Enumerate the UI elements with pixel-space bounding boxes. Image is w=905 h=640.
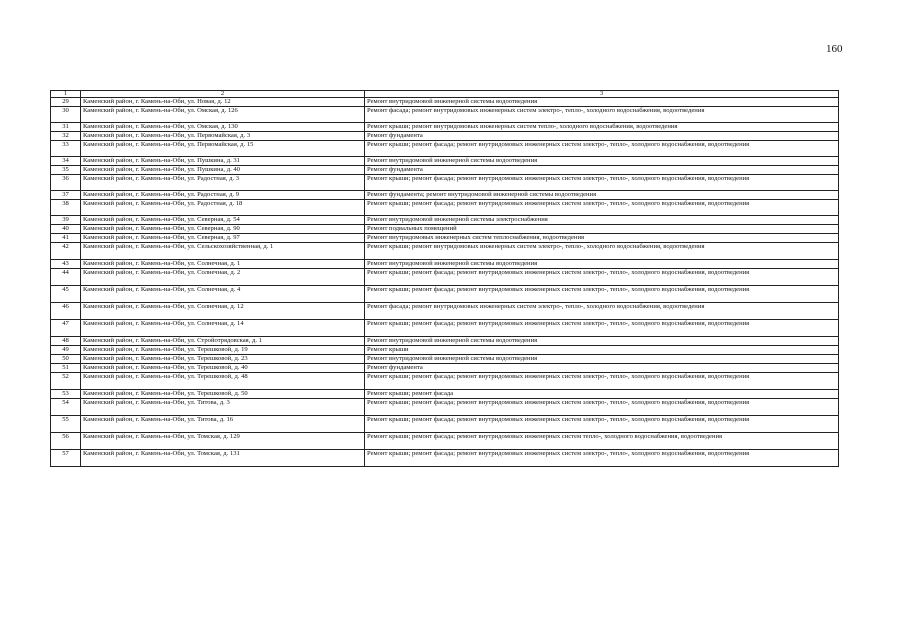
row-number: 41 [51, 234, 81, 243]
work-description-cell: Ремонт фундамента [365, 132, 839, 141]
table-row [51, 123, 839, 132]
row-number: 39 [51, 216, 81, 225]
row-number: 48 [51, 337, 81, 346]
work-description-cell: Ремонт крыши; ремонт фасада [365, 390, 839, 399]
work-description-cell: Ремонт фундамента [365, 166, 839, 175]
address-cell: Каменский район, г. Камень-на-Оби, ул. Первомайская, д. 15 [81, 141, 365, 157]
row-number: 47 [51, 320, 81, 337]
work-description-cell: Ремонт подвальных помещений [365, 225, 839, 234]
work-description-cell: Ремонт крыши [365, 346, 839, 355]
row-number: 36 [51, 175, 81, 191]
work-description-cell: Ремонт фасада; ремонт внутридомовых инженерных систем электро-, тепло-, холодного водоснабжения, водоотведения [365, 303, 839, 320]
row-number: 54 [51, 399, 81, 416]
address-cell: Каменский район, г. Камень-на-Оби, ул. Солнечная, д. 2 [81, 269, 365, 286]
work-description-cell: Ремонт крыши; ремонт фасада; ремонт внутридомовых инженерных систем электро-, тепло-, холодного водоснабжения, водоотведения [365, 399, 839, 416]
work-description-cell: Ремонт фундамента [365, 364, 839, 373]
table-row [51, 157, 839, 166]
work-description-cell: Ремонт внутридомовой инженерной системы водоотведения [365, 355, 839, 364]
repair-table [50, 90, 839, 467]
work-description-cell: Ремонт крыши; ремонт внутридомовых инженерных систем электро-, тепло-, холодного водоснабжения, водоотведения [365, 243, 839, 260]
table-row [51, 132, 839, 141]
row-number: 56 [51, 433, 81, 450]
address-cell: Каменский район, г. Камень-на-Оби, ул. Терешковой, д. 50 [81, 390, 365, 399]
work-description-cell: Ремонт внутридомовой инженерной системы водоотведения [365, 98, 839, 107]
table-row [51, 303, 839, 320]
work-description-cell: Ремонт крыши; ремонт фасада; ремонт внутридомовых инженерных систем электро-, тепло-, холодного водоснабжения, водоотведения [365, 286, 839, 303]
table-row [51, 450, 839, 467]
table-row [51, 320, 839, 337]
work-description-cell: Ремонт внутридомовых инженерных систем теплоснабжения, водоотведения [365, 234, 839, 243]
row-number: 57 [51, 450, 81, 467]
work-description-cell: Ремонт внутридомовой инженерной системы электроснабжения [365, 216, 839, 225]
row-number: 33 [51, 141, 81, 157]
table-row [51, 364, 839, 373]
address-cell: Каменский район, г. Камень-на-Оби, ул. Стройотрядовская, д. 1 [81, 337, 365, 346]
table-row [51, 191, 839, 200]
address-cell: Каменский район, г. Камень-на-Оби, ул. Сельскохозяйственная, д. 1 [81, 243, 365, 260]
address-cell: Каменский район, г. Камень-на-Оби, ул. Титова, д. 16 [81, 416, 365, 433]
work-description-cell: Ремонт крыши; ремонт фасада; ремонт внутридомовых инженерных систем электро-, тепло-, холодного водоснабжения, водоотведения [365, 175, 839, 191]
row-number: 32 [51, 132, 81, 141]
address-cell: Каменский район, г. Камень-на-Оби, ул. Северная, д. 54 [81, 216, 365, 225]
address-cell: Каменский район, г. Камень-на-Оби, ул. Терешковой, д. 40 [81, 364, 365, 373]
address-cell: Каменский район, г. Камень-на-Оби, ул. Радостная, д. 3 [81, 175, 365, 191]
row-number: 49 [51, 346, 81, 355]
column-header-3: 3 [365, 91, 839, 98]
table-row [51, 243, 839, 260]
table-row [51, 200, 839, 216]
row-number: 51 [51, 364, 81, 373]
work-description-cell: Ремонт внутридомовой инженерной системы водоотведения [365, 157, 839, 166]
work-description-cell: Ремонт крыши; ремонт фасада; ремонт внутридомовых инженерных систем электро-, тепло-, холодного водоснабжения, водоотведения [365, 141, 839, 157]
address-cell: Каменский район, г. Камень-на-Оби, ул. Первомайская, д. 3 [81, 132, 365, 141]
work-description-cell: Ремонт крыши; ремонт фасада; ремонт внутридомовых инженерных систем тепло-, холодного водоснабжения, водоотведения [365, 433, 839, 450]
work-description-cell: Ремонт крыши; ремонт фасада; ремонт внутридомовых инженерных систем электро-, тепло-, холодного водоснабжения, водоотведения [365, 269, 839, 286]
row-number: 40 [51, 225, 81, 234]
table-row [51, 355, 839, 364]
address-cell: Каменский район, г. Камень-на-Оби, ул. Титова, д. 3 [81, 399, 365, 416]
address-cell: Каменский район, г. Камень-на-Оби, ул. Пушкина, д. 31 [81, 157, 365, 166]
column-header-1: 1 [51, 91, 81, 98]
work-description-cell: Ремонт внутридомовой инженерной системы водоотведения [365, 337, 839, 346]
address-cell: Каменский район, г. Камень-на-Оби, ул. Омская, д. 126 [81, 107, 365, 123]
table-row [51, 141, 839, 157]
table-row [51, 346, 839, 355]
row-number: 31 [51, 123, 81, 132]
work-description-cell: Ремонт крыши; ремонт внутридомовых инженерных систем тепло-, холодного водоснабжения, водоотведения [365, 123, 839, 132]
row-number: 43 [51, 260, 81, 269]
table-row [51, 399, 839, 416]
table-row [51, 216, 839, 225]
address-cell: Каменский район, г. Камень-на-Оби, ул. Северная, д. 90 [81, 225, 365, 234]
table-row [51, 260, 839, 269]
row-number: 46 [51, 303, 81, 320]
table-row [51, 107, 839, 123]
address-cell: Каменский район, г. Камень-на-Оби, ул. Солнечная, д. 12 [81, 303, 365, 320]
address-cell: Каменский район, г. Камень-на-Оби, ул. Омская, д. 130 [81, 123, 365, 132]
work-description-cell: Ремонт крыши; ремонт фасада; ремонт внутридомовых инженерных систем электро-, тепло-, холодного водоснабжения, водоотведения [365, 373, 839, 390]
table-row [51, 286, 839, 303]
row-number: 44 [51, 269, 81, 286]
row-number: 50 [51, 355, 81, 364]
address-cell: Каменский район, г. Камень-на-Оби, ул. Пушкина, д. 40 [81, 166, 365, 175]
row-number: 45 [51, 286, 81, 303]
table-row [51, 373, 839, 390]
page-number: 160 [826, 43, 843, 55]
table-body [51, 98, 839, 467]
work-description-cell: Ремонт фундамента; ремонт внутридомовой инженерной системы водоотведения [365, 191, 839, 200]
table-row [51, 337, 839, 346]
work-description-cell: Ремонт крыши; ремонт фасада; ремонт внутридомовых инженерных систем электро-, тепло-, холодного водоснабжения, водоотведения [365, 200, 839, 216]
address-cell: Каменский район, г. Камень-на-Оби, ул. Северная, д. 97 [81, 234, 365, 243]
address-cell: Каменский район, г. Камень-на-Оби, ул. Новая, д. 12 [81, 98, 365, 107]
row-number: 30 [51, 107, 81, 123]
row-number: 38 [51, 200, 81, 216]
address-cell: Каменский район, г. Камень-на-Оби, ул. Солнечная, д. 1 [81, 260, 365, 269]
table-row [51, 98, 839, 107]
table-row [51, 390, 839, 399]
row-number: 55 [51, 416, 81, 433]
work-description-cell: Ремонт внутридомовой инженерной системы водоотведения [365, 260, 839, 269]
row-number: 53 [51, 390, 81, 399]
address-cell: Каменский район, г. Камень-на-Оби, ул. Терешковой, д. 19 [81, 346, 365, 355]
address-cell: Каменский район, г. Камень-на-Оби, ул. Радостная, д. 18 [81, 200, 365, 216]
work-description-cell: Ремонт крыши; ремонт фасада; ремонт внутридомовых инженерных систем электро-, тепло-, холодного водоснабжения, водоотведения [365, 416, 839, 433]
address-cell: Каменский район, г. Камень-на-Оби, ул. Солнечная, д. 14 [81, 320, 365, 337]
table-row [51, 433, 839, 450]
table-row [51, 234, 839, 243]
work-description-cell: Ремонт фасада; ремонт внутридомовых инженерных систем электро-, тепло-, холодного водоснабжения, водоотведения [365, 107, 839, 123]
table-row [51, 225, 839, 234]
table-row [51, 416, 839, 433]
table-row [51, 175, 839, 191]
address-cell: Каменский район, г. Камень-на-Оби, ул. Терешковой, д. 23 [81, 355, 365, 364]
work-description-cell: Ремонт крыши; ремонт фасада; ремонт внутридомовых инженерных систем электро-, тепло-, холодного водоснабжения, водоотведения [365, 320, 839, 337]
row-number: 37 [51, 191, 81, 200]
row-number: 34 [51, 157, 81, 166]
row-number: 35 [51, 166, 81, 175]
column-number-row [51, 91, 839, 98]
row-number: 29 [51, 98, 81, 107]
address-cell: Каменский район, г. Камень-на-Оби, ул. Терешковой, д. 48 [81, 373, 365, 390]
table-row [51, 269, 839, 286]
work-description-cell: Ремонт крыши; ремонт фасада; ремонт внутридомовых инженерных систем электро-, тепло-, холодного водоснабжения, водоотведения [365, 450, 839, 467]
address-cell: Каменский район, г. Камень-на-Оби, ул. Томская, д. 129 [81, 433, 365, 450]
row-number: 42 [51, 243, 81, 260]
address-cell: Каменский район, г. Камень-на-Оби, ул. Радостная, д. 9 [81, 191, 365, 200]
row-number: 52 [51, 373, 81, 390]
address-cell: Каменский район, г. Камень-на-Оби, ул. Солнечная, д. 4 [81, 286, 365, 303]
address-cell: Каменский район, г. Камень-на-Оби, ул. Томская, д. 131 [81, 450, 365, 467]
column-header-2: 2 [81, 91, 365, 98]
table-row [51, 166, 839, 175]
